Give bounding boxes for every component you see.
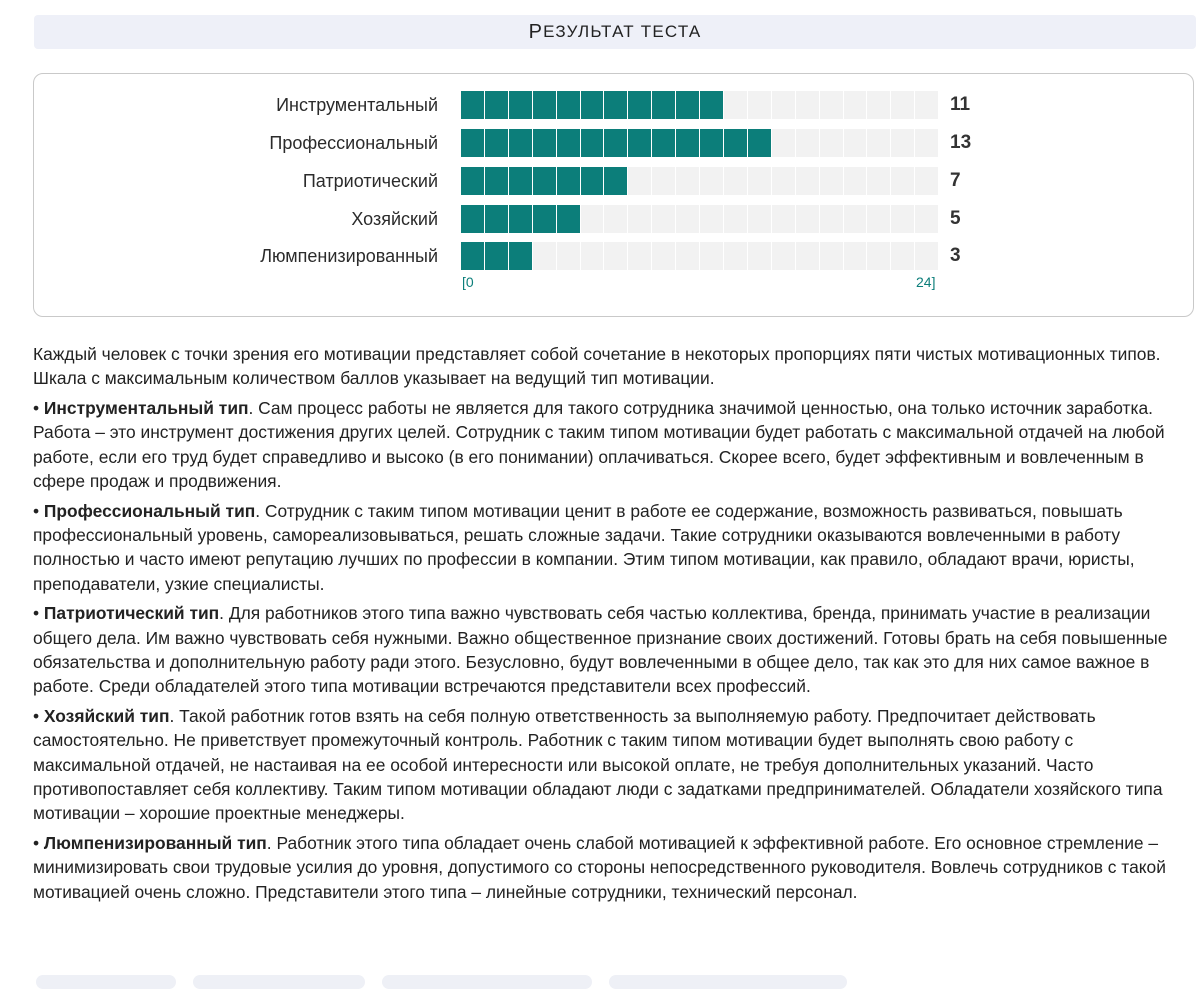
- bar-segment-empty: [844, 242, 868, 270]
- bar-segment-filled: [509, 129, 533, 157]
- bullet: •: [33, 500, 44, 521]
- bar-segment-filled: [676, 91, 700, 119]
- bar-segment-filled: [461, 205, 485, 233]
- result-label: Патриотический: [302, 171, 438, 191]
- type-name: Профессиональный тип: [43, 500, 256, 521]
- bar-segment-empty: [867, 91, 891, 119]
- type-description-professional: [33, 499, 1193, 596]
- bar-segment-empty: [772, 242, 796, 270]
- type-text: . Такой работник готов взять на себя полную ответственность за выполняемую работу. Предпочитает действовать самостоятельно. Не приветствует промежуточный контроль. Работник с таким типом мотивации будет выполнять свою работу с максимальной отдачей, не настаивая на ее особой интересности или высокой оплате, не требуя дополнительных указаний. Часто противопоставляет себя коллективу. Таким типом мотивации обладают люди с задатками предпринимателей. Обладатели хозяйского типа мотивации – хорошие проектные менеджеры.: [33, 706, 1163, 824]
- scale-min-label: [0: [462, 274, 474, 290]
- result-value: 3: [950, 245, 961, 266]
- bar-segment-filled: [581, 91, 605, 119]
- bar-segment-empty: [604, 205, 628, 233]
- bar-segment-filled: [485, 242, 509, 270]
- result-value: 5: [950, 208, 961, 229]
- bullet: •: [33, 603, 44, 624]
- bar-segment-empty: [891, 167, 915, 195]
- bar-segment-filled: [509, 242, 533, 270]
- bar-segment-empty: [628, 242, 652, 270]
- bar-segment-empty: [676, 205, 700, 233]
- description: [33, 342, 1193, 910]
- bar-segment-empty: [772, 167, 796, 195]
- bar-segment-empty: [772, 205, 796, 233]
- bar-segment-empty: [820, 167, 844, 195]
- result-value: 7: [950, 170, 961, 191]
- bar-segment-empty: [891, 91, 915, 119]
- result-row-instrumental: [34, 91, 1034, 119]
- bar-segment-empty: [915, 205, 939, 233]
- bar-segment-empty: [891, 129, 915, 157]
- bar-segment-empty: [844, 129, 868, 157]
- type-name: Инструментальный тип: [43, 398, 249, 419]
- bar-segment-filled: [700, 91, 724, 119]
- type-text: . Для работников этого типа важно чувствовать себя частью коллектива, бренда, принимать участие в реализации общего дела. Им важно чувствовать себя нужными. Важно общественное признание своих достижений. Готовы брать на себя повышенные обязательства и дополнительную работу ради этого. Безусловно, будут вовлеченными в общее дело, так как это для них самое важное в работе. Среди обладателей этого типа мотивации встречаются представители всех профессий.: [33, 603, 1168, 697]
- bar-segment-filled: [604, 129, 628, 157]
- bar-segment-empty: [724, 91, 748, 119]
- bar-segment-empty: [844, 91, 868, 119]
- scale-max-label: 24]: [916, 274, 936, 290]
- bar-segment-empty: [796, 205, 820, 233]
- bar-segment-empty: [700, 205, 724, 233]
- bar-segment-filled: [628, 91, 652, 119]
- result-row-patriotic: [34, 167, 1034, 195]
- result-title-initial: Р: [528, 20, 544, 43]
- bar-segment-empty: [557, 242, 581, 270]
- bar-segment-empty: [748, 205, 772, 233]
- bar-segment-filled: [509, 205, 533, 233]
- bottom-tab[interactable]: [36, 975, 176, 989]
- type-description-instrumental: [33, 396, 1193, 493]
- bar-segment-empty: [628, 205, 652, 233]
- bar-segment-empty: [915, 91, 939, 119]
- bar-segment-empty: [676, 167, 700, 195]
- type-name: Люмпенизированный тип: [43, 833, 267, 854]
- description-intro: Каждый человек с точки зрения его мотивации представляет собой сочетание в некоторых пропорциях пяти чистых мотивационных типов. Шкала с максимальным количеством баллов указывает на ведущий тип мотивации.: [33, 344, 1161, 389]
- bar-segment-empty: [891, 205, 915, 233]
- type-description-master: [33, 704, 1193, 825]
- bar-segment-filled: [533, 129, 557, 157]
- result-label: Люмпенизированный: [260, 246, 438, 266]
- bottom-tab[interactable]: [193, 975, 365, 989]
- bar-segment-empty: [652, 205, 676, 233]
- result-label: Инструментальный: [276, 95, 438, 115]
- bar-segment-empty: [628, 167, 652, 195]
- type-text: . Сам процесс работы не является для такого сотрудника значимой ценностью, она только источник заработка. Работа – это инструмент достижения других целей. Сотрудник с таким типом мотивации будет работать с максимальной отдачей на любой работе, если его труд будет справедливо и высоко (в его понимании) оплачиваться. Скорее всего, будет эффективным и вовлеченным в сфере продаж и продвижения.: [33, 398, 1165, 491]
- bar-segment-empty: [748, 91, 772, 119]
- bar-segment-empty: [724, 205, 748, 233]
- result-value: 13: [950, 132, 972, 153]
- bar-segment-filled: [628, 129, 652, 157]
- bar-segment-filled: [461, 167, 485, 195]
- bar-segment-filled: [557, 167, 581, 195]
- result-label: Профессиональный: [269, 133, 438, 153]
- type-description-patriotic: [33, 601, 1193, 698]
- bar-segment-filled: [509, 167, 533, 195]
- results-panel: [33, 73, 1194, 317]
- result-bar: [461, 167, 939, 195]
- bar-segment-filled: [581, 129, 605, 157]
- bottom-tab-bar: [0, 975, 1200, 982]
- result-row-lumpen: [34, 242, 1034, 270]
- result-row-professional: [34, 129, 1034, 157]
- type-name: Патриотический тип: [43, 603, 220, 624]
- bar-segment-filled: [700, 129, 724, 157]
- bar-segment-filled: [509, 91, 533, 119]
- bar-segment-empty: [820, 205, 844, 233]
- bar-segment-filled: [461, 242, 485, 270]
- bar-segment-filled: [485, 205, 509, 233]
- bar-segment-empty: [796, 167, 820, 195]
- bar-segment-empty: [796, 91, 820, 119]
- result-bar: [461, 129, 939, 157]
- bar-segment-empty: [652, 167, 676, 195]
- bar-segment-filled: [652, 129, 676, 157]
- bottom-tab[interactable]: [382, 975, 592, 989]
- bar-segment-empty: [820, 129, 844, 157]
- bar-segment-empty: [820, 91, 844, 119]
- bar-segment-empty: [748, 167, 772, 195]
- bar-segment-empty: [772, 91, 796, 119]
- bar-segment-empty: [915, 167, 939, 195]
- bar-segment-filled: [748, 129, 772, 157]
- bar-segment-filled: [485, 91, 509, 119]
- result-label: Хозяйский: [351, 209, 438, 229]
- bar-segment-empty: [604, 242, 628, 270]
- bullet: •: [33, 833, 44, 854]
- bar-segment-filled: [676, 129, 700, 157]
- bar-segment-filled: [533, 91, 557, 119]
- bar-segment-empty: [676, 242, 700, 270]
- bar-segment-empty: [652, 242, 676, 270]
- result-value: 11: [950, 94, 971, 115]
- result-bar: [461, 91, 939, 119]
- bar-segment-empty: [581, 242, 605, 270]
- bar-segment-empty: [772, 129, 796, 157]
- type-name: Хозяйский тип: [43, 706, 170, 727]
- result-bar: [461, 205, 939, 233]
- result-header: [34, 15, 1196, 49]
- bar-segment-empty: [748, 242, 772, 270]
- bar-segment-empty: [867, 242, 891, 270]
- bar-segment-empty: [581, 205, 605, 233]
- bar-segment-filled: [724, 129, 748, 157]
- bullet: •: [33, 706, 44, 727]
- bar-segment-filled: [461, 91, 485, 119]
- bar-segment-filled: [533, 167, 557, 195]
- bar-segment-filled: [557, 129, 581, 157]
- result-bar: [461, 242, 939, 270]
- bar-segment-empty: [867, 205, 891, 233]
- type-description-lumpen: [33, 831, 1193, 904]
- bar-segment-empty: [867, 167, 891, 195]
- bar-segment-filled: [557, 205, 581, 233]
- bar-segment-filled: [604, 167, 628, 195]
- bar-segment-filled: [485, 129, 509, 157]
- bar-segment-filled: [557, 91, 581, 119]
- bar-segment-filled: [652, 91, 676, 119]
- bar-segment-empty: [724, 242, 748, 270]
- bar-segment-empty: [796, 129, 820, 157]
- bottom-tab[interactable]: [609, 975, 847, 989]
- bar-segment-empty: [796, 242, 820, 270]
- bar-segment-empty: [533, 242, 557, 270]
- bullet: •: [33, 398, 44, 419]
- bar-segment-filled: [604, 91, 628, 119]
- bar-segment-empty: [915, 242, 939, 270]
- bar-segment-empty: [820, 242, 844, 270]
- bar-segment-empty: [915, 129, 939, 157]
- bar-segment-filled: [485, 167, 509, 195]
- bar-segment-empty: [844, 205, 868, 233]
- bar-segment-filled: [533, 205, 557, 233]
- bar-segment-filled: [461, 129, 485, 157]
- result-row-master: [34, 205, 1034, 233]
- type-text: . Работник этого типа обладает очень слабой мотивацией к эффективной работе. Его основное стремление – минимизировать свои трудовые усилия до уровня, допустимого со стороны непосредственного руководителя. Вовлечь сотрудников с такой мотивацией очень сложно. Представители этого типа – линейные сотрудники, технический персонал.: [33, 833, 1166, 902]
- bar-segment-empty: [700, 242, 724, 270]
- bar-segment-empty: [867, 129, 891, 157]
- bar-segment-empty: [700, 167, 724, 195]
- bar-segment-filled: [581, 167, 605, 195]
- result-title: ЕЗУЛЬТАТ ТЕСТА: [543, 22, 702, 41]
- type-text: . Сотрудник с таким типом мотивации ценит в работе ее содержание, возможность развиваться, повышать профессиональный уровень, самореализовываться, решать сложные задачи. Такие сотрудники оказываются вовлеченными в работу полностью и часто имеют репутацию лучших по профессии в компании. Этим типом мотивации, как правило, обладают врачи, юристы, преподаватели, узкие специалисты.: [33, 500, 1135, 594]
- bar-segment-empty: [844, 167, 868, 195]
- bar-segment-empty: [724, 167, 748, 195]
- bar-segment-empty: [891, 242, 915, 270]
